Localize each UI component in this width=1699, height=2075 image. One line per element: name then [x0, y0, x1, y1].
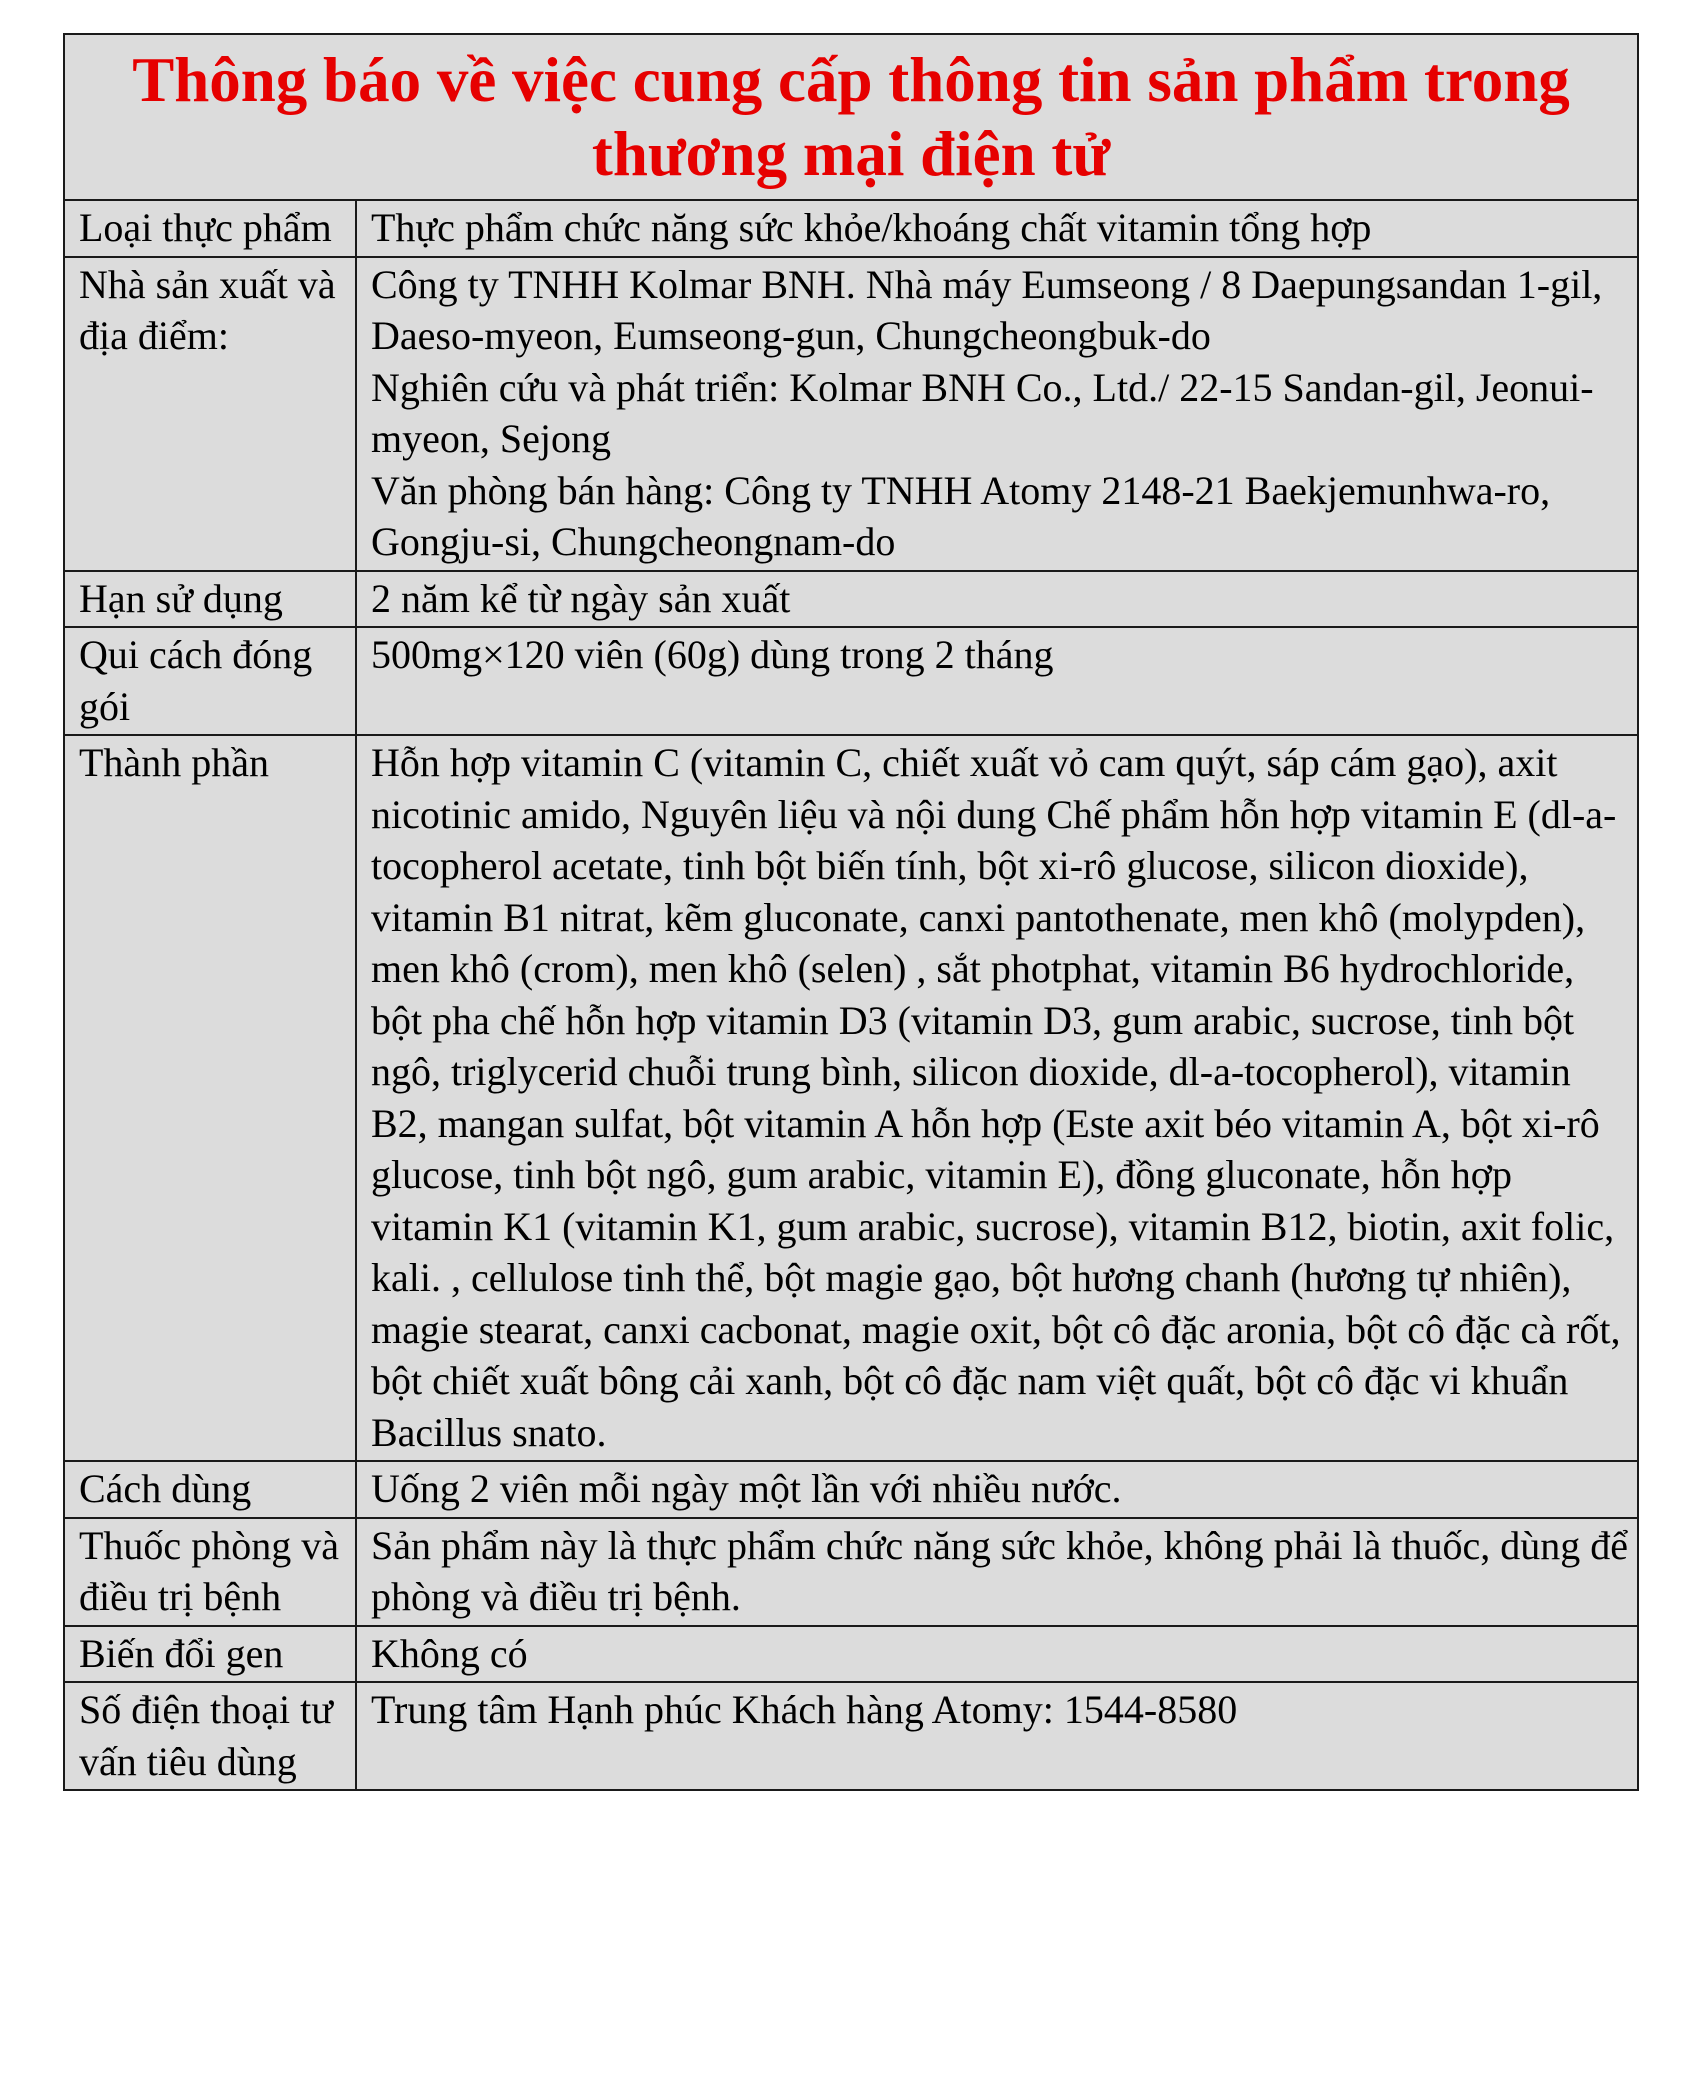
table-row-hotline: [65, 1682, 1637, 1789]
hotline-value: Trung tâm Hạnh phúc Khách hàng Atomy: 1544-8580: [356, 1682, 1637, 1789]
packaging-label: Qui cách đóng gói: [65, 627, 356, 735]
manufacturer-label: Nhà sản xuất và địa điểm:: [65, 257, 356, 571]
medicine-value: Sản phẩm này là thực phẩm chức năng sức khỏe, không phải là thuốc, dùng để phòng và điều trị bệnh.: [356, 1518, 1637, 1626]
manufacturer-value: [356, 257, 1637, 571]
gmo-label: Biến đổi gen: [65, 1626, 356, 1683]
usage-label: Cách dùng: [65, 1461, 356, 1518]
ingredients-value: Hỗn hợp vitamin C (vitamin C, chiết xuất vỏ cam quýt, sáp cám gạo), axit nicotinic amido, Nguyên liệu và nội dung Chế phẩm hỗn hợp vitamin E (dl-a-tocopherol acetate, tinh bột biến tính, bột xi-rô glucose, silicon dioxide), vitamin B1 nitrat, kẽm gluconate, canxi pantothenate, men khô (molypden), men khô (crom), men khô (selen) , sắt photphat, vitamin B6 hydrochloride, bột pha chế hỗn hợp vitamin D3 (vitamin D3, gum arabic, sucrose, tinh bột ngô, triglycerid chuỗi trung bình, silicon dioxide, dl-a-tocopherol), vitamin B2, mangan sulfat, bột vitamin A hỗn hợp (Este axit béo vitamin A, bột xi-rô glucose, tinh bột ngô, gum arabic, vitamin E), đồng gluconate, hỗn hợp vitamin K1 (vitamin K1, gum arabic, sucrose), vitamin B12, biotin, axit folic, kali. , cellulose tinh thể, bột magie gạo, bột hương chanh (hương tự nhiên), magie stearat, canxi cacbonat, magie oxit, bột cô đặc aronia, bột cô đặc cà rốt, bột chiết xuất bông cải xanh, bột cô đặc nam việt quất, bột cô đặc vi khuẩn Bacillus snato.: [356, 735, 1637, 1461]
table-row-food-type: [65, 201, 1637, 257]
table-row-ingredients: [65, 735, 1637, 1461]
food-type-label: Loại thực phẩm: [65, 201, 356, 257]
expiry-value: 2 năm kể từ ngày sản xuất: [356, 571, 1637, 628]
medicine-label: Thuốc phòng và điều trị bệnh: [65, 1518, 356, 1626]
table-row-medicine: [65, 1518, 1637, 1626]
title-line-2: thương mại điện tử: [591, 119, 1111, 189]
gmo-value: Không có: [356, 1626, 1637, 1683]
manufacturer-factory: Công ty TNHH Kolmar BNH. Nhà máy Eumseong / 8 Daepungsandan 1-gil, Daeso-myeon, Eumseong-gun, Chungcheongbuk-do: [371, 261, 1603, 358]
table-row-packaging: [65, 627, 1637, 735]
title-line-1: Thông báo về việc cung cấp thông tin sản phẩm trong: [132, 45, 1570, 115]
packaging-value: 500mg×120 viên (60g) dùng trong 2 tháng: [356, 627, 1637, 735]
page-title: [65, 35, 1637, 201]
table-row-usage: [65, 1461, 1637, 1518]
manufacturer-sales-office: Văn phòng bán hàng: Công ty TNHH Atomy 2148-21 Baekjemunhwa-ro, Gongju-si, Chungcheongnam-do: [371, 467, 1551, 564]
food-type-value: Thực phẩm chức năng sức khỏe/khoáng chất vitamin tổng hợp: [371, 205, 1372, 250]
product-info-table: [65, 201, 1637, 1789]
usage-value: Uống 2 viên mỗi ngày một lần với nhiều nước.: [356, 1461, 1637, 1518]
table-row-manufacturer: [65, 257, 1637, 571]
expiry-label: Hạn sử dụng: [65, 571, 356, 628]
manufacturer-rnd: Nghiên cứu và phát triển: Kolmar BNH Co., Ltd./ 22-15 Sandan-gil, Jeonui-myeon, Sejong: [371, 364, 1594, 461]
ingredients-label: Thành phần: [65, 735, 356, 1461]
table-row-expiry: [65, 571, 1637, 628]
table-row-gmo: [65, 1626, 1637, 1683]
product-info-sheet: [63, 33, 1639, 1791]
hotline-label: Số điện thoại tư vấn tiêu dùng: [65, 1682, 356, 1789]
